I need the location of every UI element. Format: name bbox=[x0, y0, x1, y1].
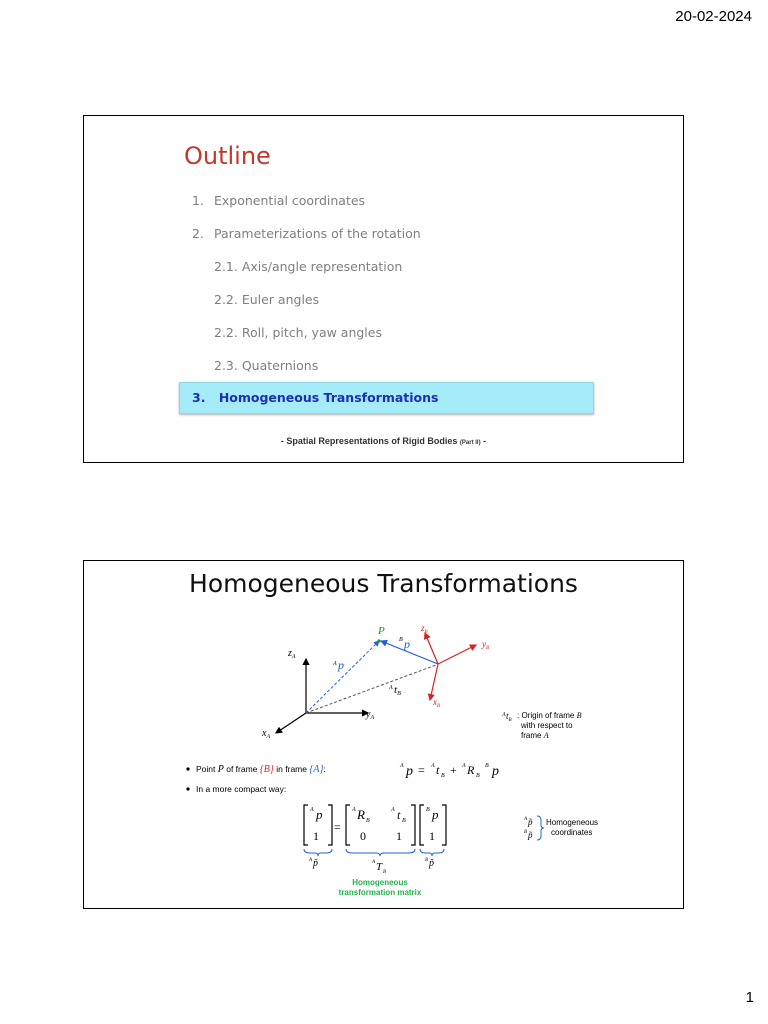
page-number: 1 bbox=[745, 989, 754, 1006]
underbrace-labels bbox=[308, 858, 434, 875]
svg-text:B: B bbox=[366, 818, 370, 824]
svg-text:p: p bbox=[406, 764, 413, 779]
svg-text:p: p bbox=[492, 764, 499, 779]
note-tB-symbol: $t_B$ bbox=[506, 711, 512, 723]
svg-text:B: B bbox=[476, 773, 480, 779]
svg-text:B: B bbox=[485, 763, 489, 769]
label-xA: $x_A$ bbox=[262, 728, 271, 740]
bullet-dot bbox=[186, 767, 189, 770]
svg-text:B: B bbox=[383, 870, 387, 875]
axis-yB bbox=[438, 645, 476, 664]
note-tB-line2: with respect to bbox=[521, 721, 573, 730]
svg-text:A: A bbox=[400, 763, 404, 769]
svg-text:1: 1 bbox=[313, 829, 319, 843]
svg-text:=: = bbox=[334, 820, 341, 834]
svg-text:p: p bbox=[316, 807, 323, 822]
svg-text:A: A bbox=[524, 817, 528, 822]
svg-text:A: A bbox=[352, 807, 356, 813]
svg-text:p̃: p̃ bbox=[313, 858, 318, 869]
svg-text:A: A bbox=[372, 860, 376, 865]
slide-homogeneous bbox=[83, 560, 684, 909]
point-P bbox=[377, 639, 380, 642]
label-yB: $y_B$ bbox=[482, 639, 490, 651]
outline-item-number: 1. bbox=[192, 193, 204, 208]
svg-text:T: T bbox=[376, 861, 383, 873]
svg-text:A: A bbox=[462, 763, 466, 769]
svg-text:+: + bbox=[450, 763, 457, 777]
label-Ap-sup: A bbox=[333, 661, 337, 667]
svg-text:p̃: p̃ bbox=[528, 830, 533, 840]
svg-text:t: t bbox=[397, 808, 401, 822]
matrix-label-line1: Homogeneous bbox=[352, 878, 408, 887]
svg-text:R: R bbox=[357, 807, 365, 822]
svg-text:R: R bbox=[467, 763, 475, 777]
footer-text: - Spatial Representations of Rigid Bodies bbox=[280, 436, 460, 446]
footer-part: (Part II) bbox=[459, 440, 481, 446]
outline-item-text: 2.2. Euler angles bbox=[214, 292, 320, 307]
frames-diagram bbox=[84, 561, 683, 908]
slide-title: Homogeneous Transformations bbox=[189, 569, 578, 598]
underbraces bbox=[304, 849, 444, 856]
label-zA: $z_A$ bbox=[288, 648, 296, 660]
label-P: P bbox=[378, 625, 385, 637]
axis-xA bbox=[276, 713, 306, 733]
label-tB-sup: A bbox=[389, 685, 393, 691]
outline-item-text: Parameterizations of the rotation bbox=[214, 226, 421, 241]
label-tB: tB bbox=[394, 684, 401, 697]
equation-transform bbox=[399, 763, 499, 779]
svg-text:=: = bbox=[418, 763, 425, 777]
outline-item-text: 2.2. Roll, pitch, yaw angles bbox=[214, 325, 382, 340]
footer-suffix: - bbox=[480, 436, 487, 446]
slide-outline bbox=[83, 115, 684, 463]
homog-symbols bbox=[523, 817, 533, 840]
bullet-point-line: Point P of frame {B} in frame {A}: bbox=[196, 764, 326, 775]
svg-text:A: A bbox=[309, 858, 313, 863]
note-tB-line3: frame A bbox=[521, 731, 549, 740]
svg-text:A: A bbox=[310, 807, 314, 813]
svg-text:B: B bbox=[425, 858, 429, 863]
svg-text:B: B bbox=[426, 807, 430, 813]
svg-text:0: 0 bbox=[360, 829, 366, 843]
vector-tB bbox=[306, 665, 436, 713]
outline-item-text: Homogeneous Transformations bbox=[218, 390, 439, 405]
homog-brace bbox=[537, 816, 544, 840]
matrix-equation bbox=[304, 805, 446, 845]
svg-text:B: B bbox=[402, 818, 406, 824]
homog-label-line1: Homogeneous bbox=[546, 818, 599, 827]
slide-title: Outline bbox=[184, 142, 271, 170]
svg-text:p̃: p̃ bbox=[528, 817, 533, 827]
svg-text:A: A bbox=[431, 763, 435, 769]
svg-text:1: 1 bbox=[396, 829, 402, 843]
label-xB: $x_B$ bbox=[433, 697, 441, 709]
outline-item-highlighted bbox=[192, 390, 438, 405]
outline-item-text: 2.1. Axis/angle representation bbox=[214, 259, 403, 274]
svg-text:p̃: p̃ bbox=[429, 858, 434, 869]
label-Ap: p bbox=[338, 658, 344, 672]
vector-Ap bbox=[306, 641, 379, 713]
svg-text:1: 1 bbox=[429, 829, 435, 843]
svg-text:B: B bbox=[524, 830, 528, 835]
bullet-dot bbox=[186, 787, 189, 790]
bullet-compact: In a more compact way: bbox=[196, 784, 287, 794]
svg-text:B: B bbox=[441, 773, 445, 779]
label-zB: $z_B$ bbox=[421, 623, 428, 635]
label-Bp-sup: B bbox=[399, 637, 403, 643]
slide-footer bbox=[84, 436, 683, 446]
matrix-label-line2: transformation matrix bbox=[338, 888, 422, 897]
outline-item-number: 3. bbox=[192, 390, 206, 405]
outline-item-text: 2.3. Quaternions bbox=[214, 358, 319, 373]
outline-item-number: 2. bbox=[192, 226, 204, 241]
outline-item-text: Exponential coordinates bbox=[214, 193, 366, 208]
page-date: 20-02-2024 bbox=[675, 8, 752, 25]
note-tB-line1: : Origin of frame B bbox=[517, 711, 582, 720]
note-tB-sup: A bbox=[502, 712, 506, 718]
svg-text:t: t bbox=[436, 763, 440, 777]
axis-xB bbox=[430, 664, 438, 700]
label-yA: $y_A$ bbox=[366, 709, 375, 721]
svg-text:p: p bbox=[432, 807, 439, 822]
svg-text:A: A bbox=[391, 807, 395, 813]
label-Bp: p bbox=[404, 637, 410, 651]
homog-label-line2: coordinates bbox=[551, 828, 593, 837]
